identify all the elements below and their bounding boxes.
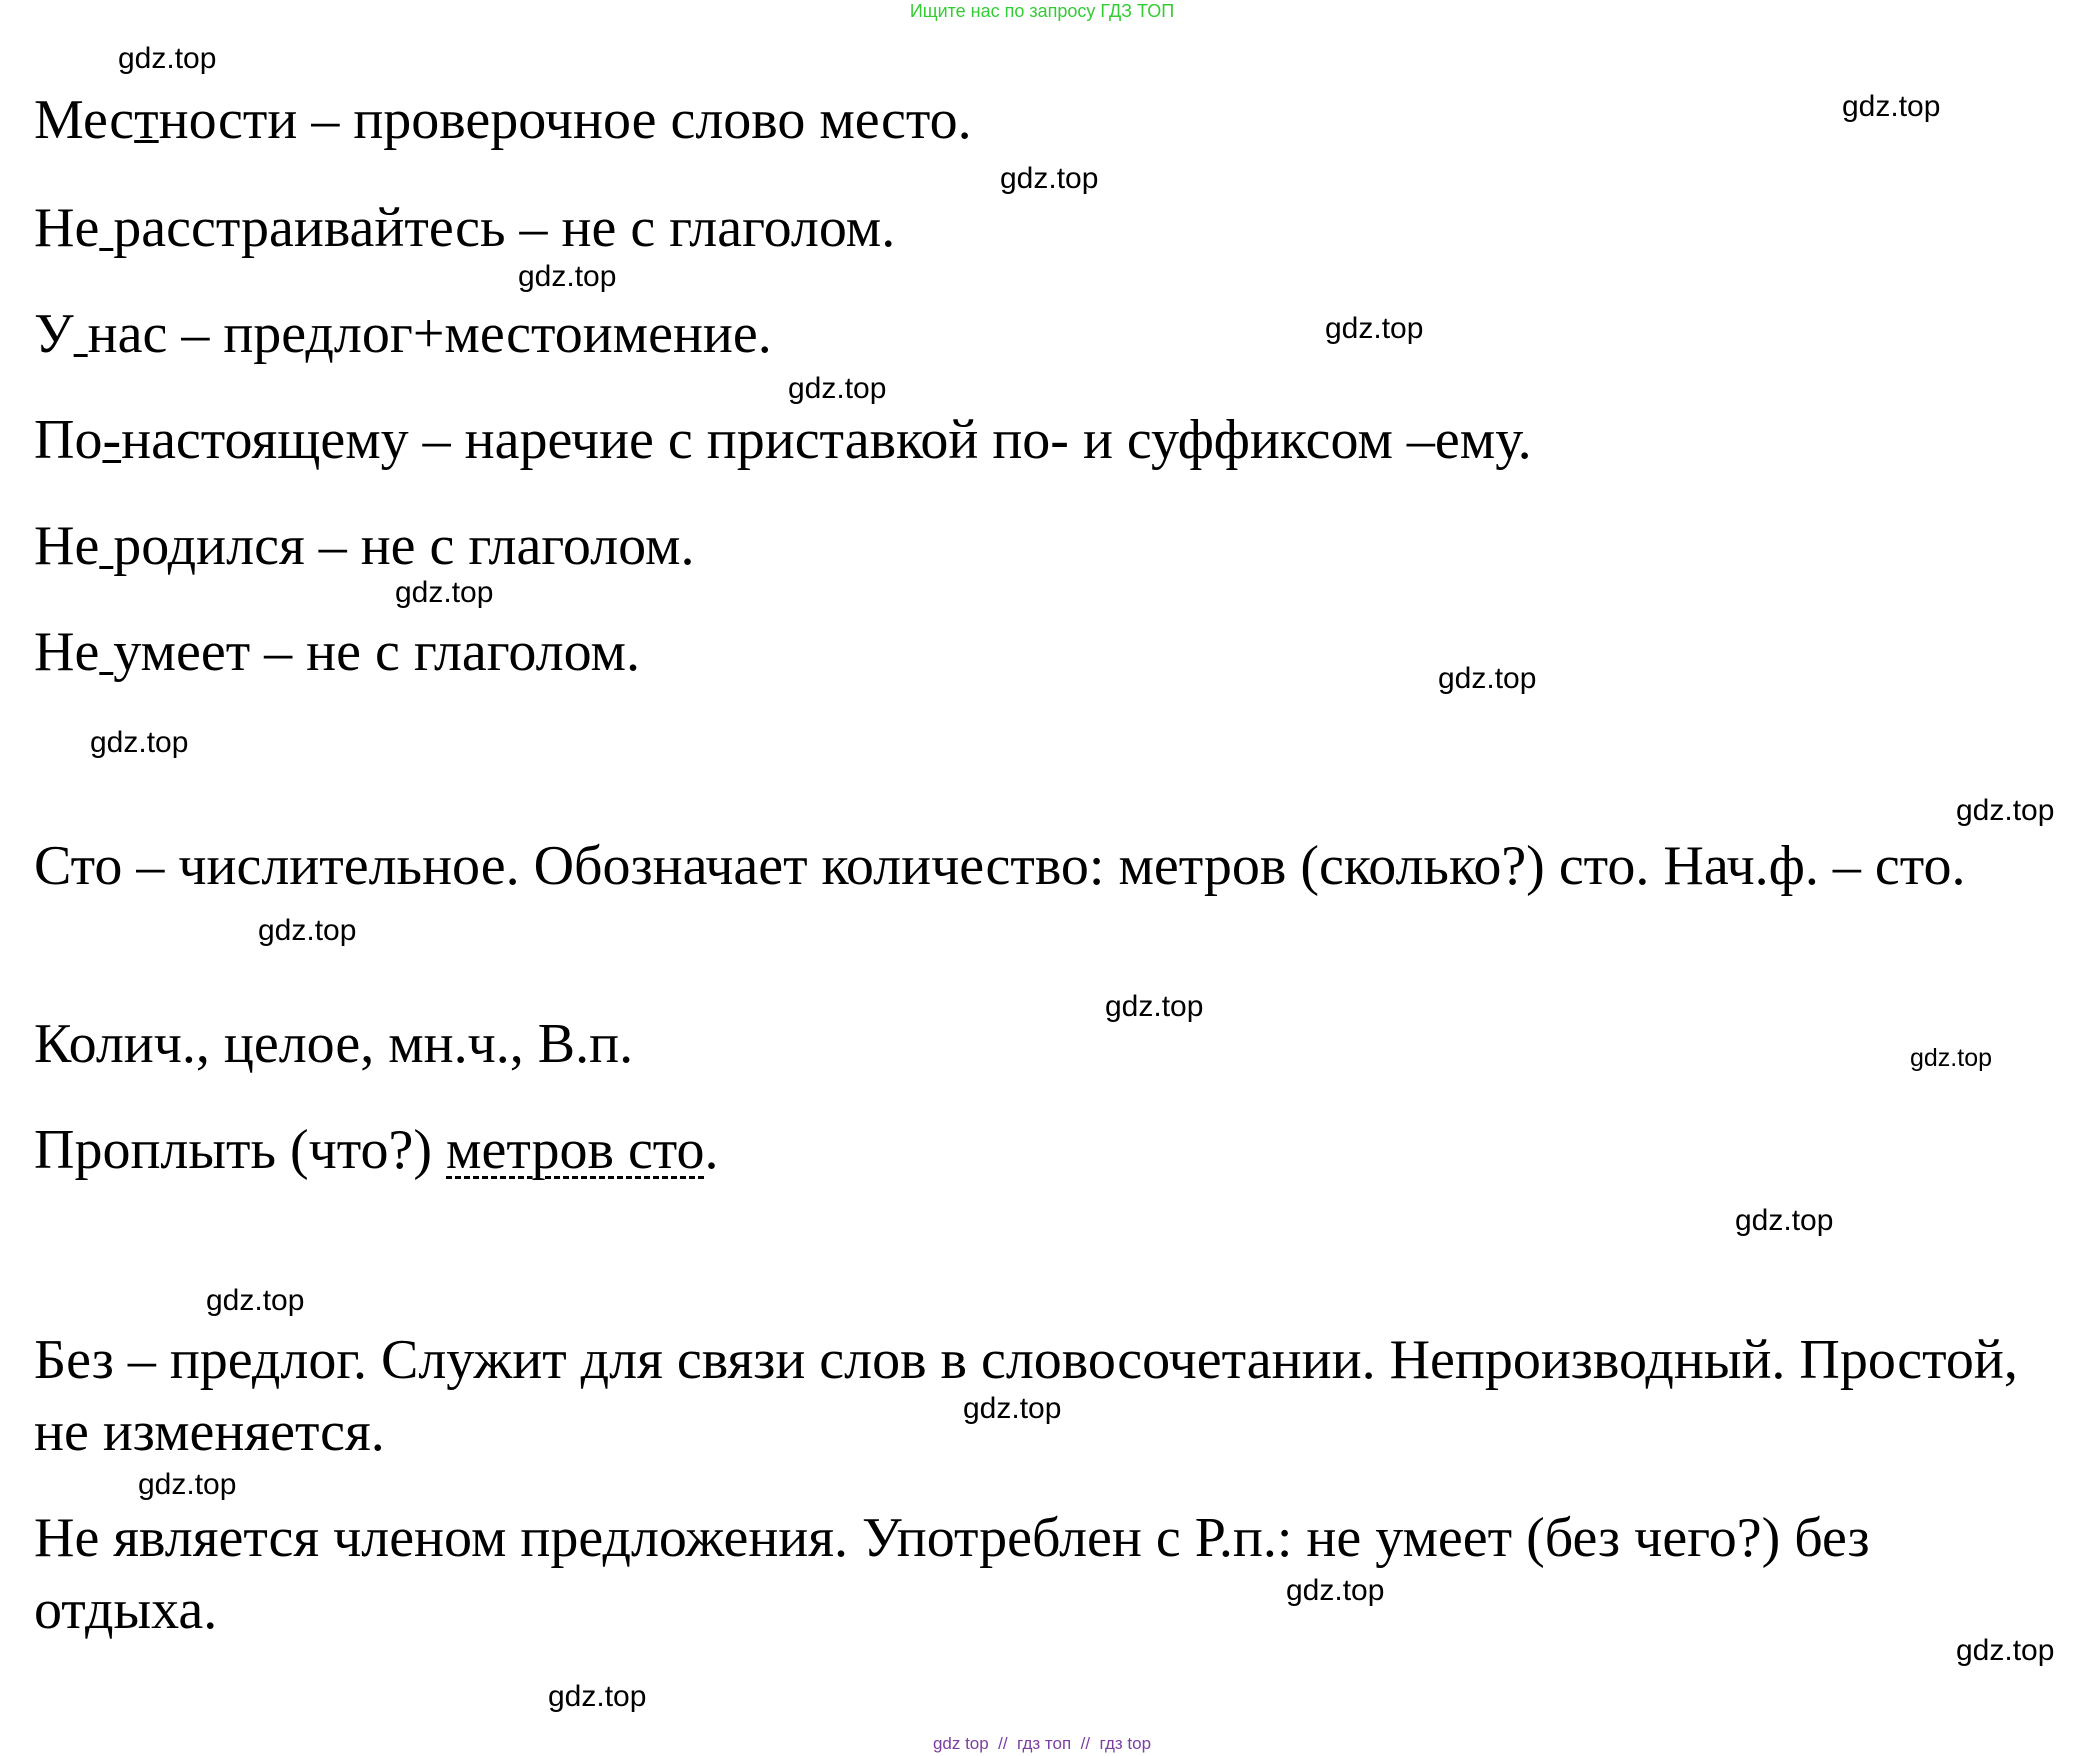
watermark: gdz.top xyxy=(1956,794,2055,827)
answer-line-3: У нас – предлог+местоимение. xyxy=(34,303,772,365)
numeral-features-line: Колич., целое, мн.ч., В.п. xyxy=(34,1013,634,1075)
preposition-paragraph: Без – предлог. Служит для связи слов в словосочетании. Непроизводный. Простой, не изменяется. xyxy=(34,1329,2018,1463)
watermark: gdz.top xyxy=(118,42,217,75)
watermark: gdz.top xyxy=(1910,1044,1993,1072)
watermark: gdz.top xyxy=(548,1680,647,1713)
watermark: gdz.top xyxy=(1325,312,1424,345)
answer-line-1: Местности – проверочное слово место. xyxy=(34,89,972,151)
answer-line-6: Не умеет – не с глаголом. xyxy=(34,621,640,683)
watermark: gdz.top xyxy=(1286,1574,1385,1607)
preposition-usage-paragraph: Не является членом предложения. Употреблен с Р.п.: не умеет (без чего?) без отдыха. xyxy=(34,1507,1870,1641)
numeral-paragraph: Сто – числительное. Обозначает количество: метров (сколько?) сто. Нач.ф. – сто. xyxy=(34,835,1966,897)
watermark: gdz.top xyxy=(788,372,887,405)
footer-links: gdz top // гдз топ // гдз top xyxy=(932,1734,1152,1753)
watermark: gdz.top xyxy=(258,914,357,947)
answer-line-5: Не родился – не с глаголом. xyxy=(34,515,695,577)
watermark: gdz.top xyxy=(1438,662,1537,695)
sentence-parse-line: Проплыть (что?) метров сто. xyxy=(34,1119,719,1181)
watermark: gdz.top xyxy=(1735,1204,1834,1237)
watermark: gdz.top xyxy=(138,1468,237,1501)
watermark: gdz.top xyxy=(206,1284,305,1317)
watermark: gdz.top xyxy=(1956,1634,2055,1667)
watermark: gdz.top xyxy=(518,260,617,293)
watermark: gdz.top xyxy=(90,726,189,759)
watermark: gdz.top xyxy=(963,1392,1062,1425)
watermark: gdz.top xyxy=(395,576,494,609)
answer-line-4: По-настоящему – наречие с приставкой по- и суффиксом –ему. xyxy=(34,409,1532,471)
answer-line-2: Не расстраивайтесь – не с глаголом. xyxy=(34,197,896,259)
watermark: gdz.top xyxy=(1105,990,1204,1023)
watermark: gdz.top xyxy=(1000,162,1099,195)
watermark: gdz.top xyxy=(1842,90,1941,123)
search-banner: Ищите нас по запросу ГДЗ ТОП xyxy=(909,1,1175,21)
